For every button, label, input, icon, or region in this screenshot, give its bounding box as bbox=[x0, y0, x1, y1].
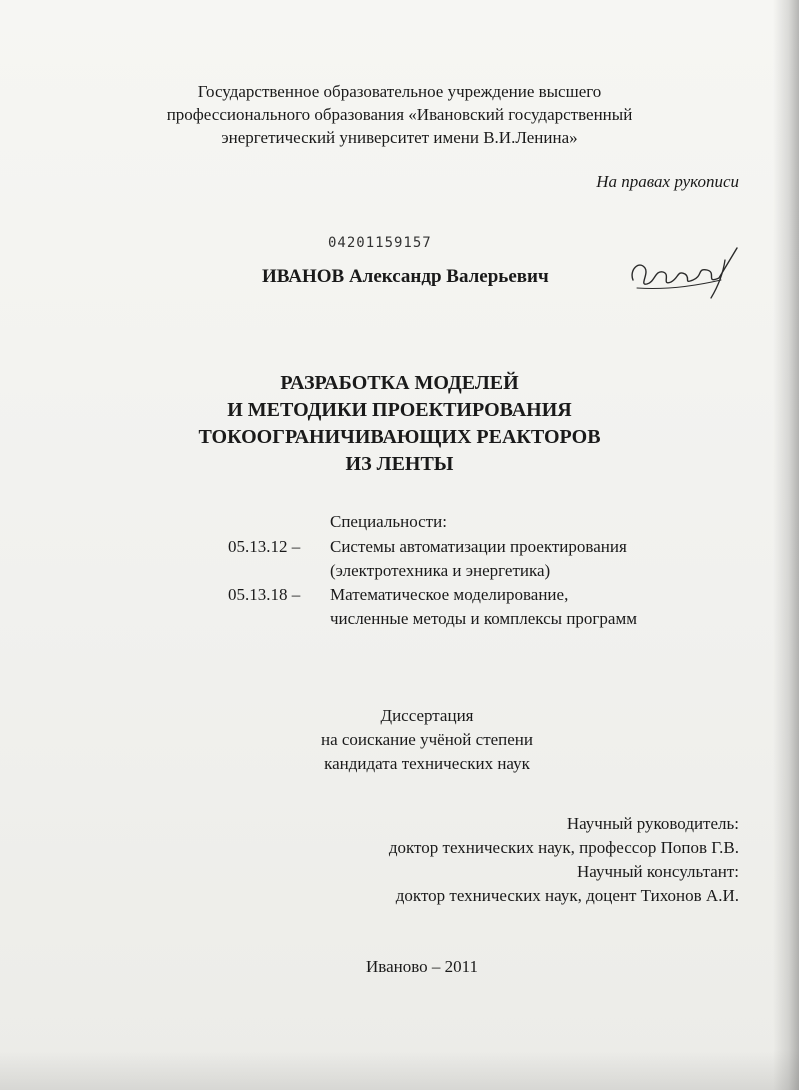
specialty-description bbox=[330, 583, 637, 631]
page-bottom-shadow bbox=[0, 1050, 799, 1090]
specialty-line: Системы автоматизации проектирования bbox=[330, 537, 627, 556]
specialty-line: (электротехника и энергетика) bbox=[330, 561, 551, 580]
title-line: ИЗ ЛЕНТЫ bbox=[345, 453, 454, 475]
author-name: ИВАНОВ Александр Валерьевич bbox=[262, 266, 549, 287]
title-line: ТОКООГРАНИЧИВАЮЩИХ РЕАКТОРОВ bbox=[198, 426, 601, 448]
degree-line: на соискание учёной степени bbox=[320, 730, 534, 749]
supervisor-line: доктор технических наук, профессор Попов Г.В. bbox=[388, 838, 739, 857]
institution-line: Государственное образовательное учреждение высшего bbox=[197, 82, 602, 101]
rights-note: На правах рукописи bbox=[596, 172, 739, 191]
page-edge-shadow bbox=[773, 0, 799, 1090]
specialty-code: 05.13.18 – bbox=[228, 585, 301, 604]
institution-name bbox=[0, 80, 799, 149]
supervisor-line: Научный консультант: bbox=[577, 862, 739, 881]
specialties-heading: Специальности: bbox=[330, 512, 447, 531]
institution-line: энергетический университет имени В.И.Ленина» bbox=[221, 128, 578, 147]
supervisors-block bbox=[389, 812, 739, 908]
specialty-item bbox=[228, 535, 627, 583]
supervisor-line: Научный руководитель: bbox=[566, 814, 739, 833]
degree-line: кандидата технических наук bbox=[324, 754, 530, 773]
degree-line: Диссертация bbox=[380, 706, 474, 725]
title-line: И МЕТОДИКИ ПРОЕКТИРОВАНИЯ bbox=[227, 399, 572, 421]
specialty-line: численные методы и комплексы программ bbox=[330, 609, 637, 628]
dissertation-degree bbox=[227, 704, 627, 776]
city-year: Иваново – 2011 bbox=[366, 957, 479, 976]
supervisor-line: доктор технических наук, доцент Тихонов А.И. bbox=[395, 886, 739, 905]
signature-icon bbox=[625, 240, 745, 300]
specialty-code: 05.13.12 – bbox=[228, 537, 301, 556]
institution-line: профессионального образования «Ивановский государственный bbox=[166, 105, 633, 124]
dissertation-title bbox=[0, 370, 799, 478]
specialty-description bbox=[330, 535, 627, 583]
catalog-number: 04201159157 bbox=[328, 235, 432, 251]
specialty-item bbox=[228, 583, 637, 631]
title-line: РАЗРАБОТКА МОДЕЛЕЙ bbox=[280, 372, 519, 394]
specialty-line: Математическое моделирование, bbox=[330, 585, 569, 604]
